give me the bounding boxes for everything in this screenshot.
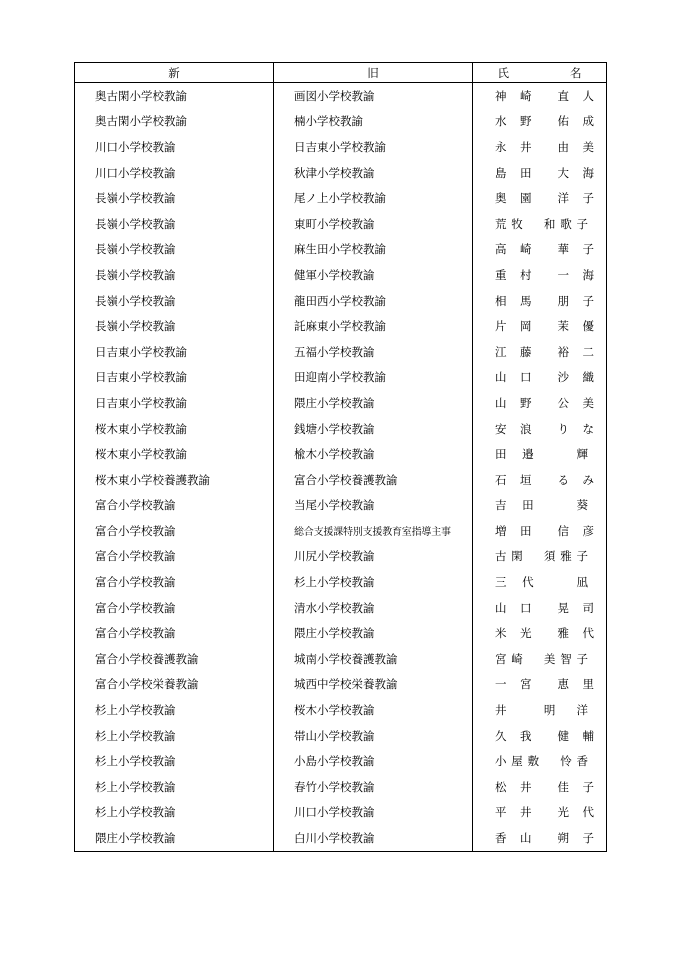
header-name xyxy=(473,63,607,83)
new-position: 長嶺小学校教諭 xyxy=(95,216,176,231)
person-name: 山 口 晃 司 xyxy=(495,600,595,615)
old-position: 秋津小学校教諭 xyxy=(274,160,473,186)
new-position: 桜木東小学校養護教諭 xyxy=(95,472,210,487)
person-name: 奥 園 洋 子 xyxy=(495,191,595,206)
person-name: 古閑 須雅子 xyxy=(495,549,589,564)
person-name: 島 田 大 海 xyxy=(495,165,595,180)
table-row xyxy=(75,416,607,442)
table-row xyxy=(75,646,607,672)
person-name: 一 宮 恵 里 xyxy=(495,677,595,692)
new-position: 富合小学校教諭 xyxy=(95,575,176,590)
header-new: 新 xyxy=(75,63,274,83)
person-name: 安 浪 り な xyxy=(495,421,595,436)
table-row xyxy=(75,237,607,263)
table-body xyxy=(75,83,607,852)
person-name-cell xyxy=(473,544,607,570)
new-position: 日吉東小学校教諭 xyxy=(95,395,187,410)
table-row xyxy=(75,441,607,467)
table-row xyxy=(75,697,607,723)
old-position: 桜木小学校教諭 xyxy=(274,697,473,723)
person-name-cell xyxy=(473,185,607,211)
old-position: 隈庄小学校教諭 xyxy=(274,620,473,646)
person-name-cell xyxy=(473,83,607,109)
person-name: 米 光 雅 代 xyxy=(495,626,595,641)
old-position: 帯山小学校教諭 xyxy=(274,723,473,749)
old-position: 五福小学校教諭 xyxy=(274,339,473,365)
old-position: 田迎南小学校教諭 xyxy=(274,365,473,391)
table-row xyxy=(75,390,607,416)
new-position: 富合小学校教諭 xyxy=(95,498,176,513)
person-name: 荒牧 和歌子 xyxy=(495,216,589,231)
person-name: 片 岡 茉 優 xyxy=(495,319,595,334)
old-position: 城南小学校養護教諭 xyxy=(274,646,473,672)
table-row xyxy=(75,672,607,698)
old-position: 小島小学校教諭 xyxy=(274,748,473,774)
person-name-cell xyxy=(473,774,607,800)
table-row xyxy=(75,518,607,544)
person-name-cell xyxy=(473,595,607,621)
new-position: 富合小学校養護教諭 xyxy=(95,651,199,666)
table-row xyxy=(75,288,607,314)
person-name: 田 邉 輝 xyxy=(495,447,589,462)
table-row xyxy=(75,723,607,749)
person-name-cell xyxy=(473,134,607,160)
person-name: 重 村 一 海 xyxy=(495,267,595,282)
table-row xyxy=(75,160,607,186)
person-name-cell xyxy=(473,262,607,288)
person-name: 山 野 公 美 xyxy=(495,395,595,410)
old-position: 川口小学校教諭 xyxy=(274,800,473,826)
person-name-cell xyxy=(473,493,607,519)
new-position: 杉上小学校教諭 xyxy=(95,805,176,820)
old-position: 隈庄小学校教諭 xyxy=(274,390,473,416)
new-position: 長嶺小学校教諭 xyxy=(95,242,176,257)
person-name-cell xyxy=(473,646,607,672)
table-row xyxy=(75,774,607,800)
old-position: 楡木小学校教諭 xyxy=(274,441,473,467)
person-name: 三 代 凪 xyxy=(495,575,589,590)
person-name-cell xyxy=(473,748,607,774)
person-name-cell xyxy=(473,365,607,391)
person-name-cell xyxy=(473,518,607,544)
table-row xyxy=(75,211,607,237)
person-name: 高 崎 華 子 xyxy=(495,242,595,257)
personnel-table xyxy=(74,62,607,852)
person-name: 井 明 洋 xyxy=(495,703,589,718)
new-position: 富合小学校教諭 xyxy=(95,600,176,615)
new-position: 桜木東小学校教諭 xyxy=(95,421,187,436)
table-row xyxy=(75,134,607,160)
new-position: 日吉東小学校教諭 xyxy=(95,370,187,385)
new-position: 日吉東小学校教諭 xyxy=(95,344,187,359)
old-position: 川尻小学校教諭 xyxy=(274,544,473,570)
person-name-cell xyxy=(473,569,607,595)
person-name-cell xyxy=(473,390,607,416)
table-row xyxy=(75,544,607,570)
old-position: 日吉東小学校教諭 xyxy=(274,134,473,160)
old-position: 龍田西小学校教諭 xyxy=(274,288,473,314)
person-name: 平 井 光 代 xyxy=(495,805,595,820)
new-position: 奥古閑小学校教諭 xyxy=(95,88,187,103)
person-name-cell xyxy=(473,160,607,186)
person-name-cell xyxy=(473,416,607,442)
new-position: 川口小学校教諭 xyxy=(95,139,176,154)
old-position: 杉上小学校教諭 xyxy=(274,569,473,595)
new-position: 長嶺小学校教諭 xyxy=(95,319,176,334)
table-row xyxy=(75,467,607,493)
new-position: 富合小学校教諭 xyxy=(95,523,176,538)
person-name: 水 野 佑 成 xyxy=(495,114,595,129)
new-position: 富合小学校教諭 xyxy=(95,626,176,641)
old-position: 富合小学校養護教諭 xyxy=(274,467,473,493)
new-position: 富合小学校栄養教諭 xyxy=(95,677,199,692)
new-position: 富合小学校教諭 xyxy=(95,549,176,564)
person-name-cell xyxy=(473,620,607,646)
table-row xyxy=(75,185,607,211)
person-name-cell xyxy=(473,237,607,263)
person-name-cell xyxy=(473,109,607,135)
table-row xyxy=(75,109,607,135)
old-position: 当尾小学校教諭 xyxy=(274,493,473,519)
person-name-cell xyxy=(473,313,607,339)
old-position: 麻生田小学校教諭 xyxy=(274,237,473,263)
new-position: 川口小学校教諭 xyxy=(95,165,176,180)
table-row xyxy=(75,493,607,519)
table-row xyxy=(75,569,607,595)
person-name-cell xyxy=(473,672,607,698)
person-name: 山 口 沙 織 xyxy=(495,370,595,385)
new-position: 杉上小学校教諭 xyxy=(95,728,176,743)
person-name: 松 井 佳 子 xyxy=(495,779,595,794)
person-name-cell xyxy=(473,467,607,493)
person-name: 小屋敷 怜香 xyxy=(495,754,589,769)
header-row xyxy=(75,63,607,83)
person-name: 増 田 信 彦 xyxy=(495,523,595,538)
old-position: 健軍小学校教諭 xyxy=(274,262,473,288)
old-position: 春竹小学校教諭 xyxy=(274,774,473,800)
old-position: 白川小学校教諭 xyxy=(274,825,473,851)
old-position: 尾ノ上小学校教諭 xyxy=(274,185,473,211)
person-name-cell xyxy=(473,288,607,314)
person-name: 宮崎 美智子 xyxy=(495,651,589,666)
person-name-cell xyxy=(473,697,607,723)
table-row xyxy=(75,262,607,288)
personnel-table-container xyxy=(74,62,606,852)
person-name: 江 藤 裕 二 xyxy=(495,344,595,359)
table-row xyxy=(75,339,607,365)
old-position: 託麻東小学校教諭 xyxy=(274,313,473,339)
header-old: 旧 xyxy=(274,63,473,83)
new-position: 杉上小学校教諭 xyxy=(95,754,176,769)
table-row xyxy=(75,83,607,109)
person-name-cell xyxy=(473,339,607,365)
new-position: 長嶺小学校教諭 xyxy=(95,267,176,282)
new-position: 杉上小学校教諭 xyxy=(95,779,176,794)
new-position: 杉上小学校教諭 xyxy=(95,703,176,718)
new-position: 桜木東小学校教諭 xyxy=(95,447,187,462)
person-name: 神 崎 直 人 xyxy=(495,88,595,103)
header-name-label: 氏 名 xyxy=(497,65,582,80)
person-name: 相 馬 朋 子 xyxy=(495,293,595,308)
new-position: 隈庄小学校教諭 xyxy=(95,831,176,846)
person-name: 永 井 由 美 xyxy=(495,139,595,154)
person-name: 吉 田 葵 xyxy=(495,498,589,513)
person-name-cell xyxy=(473,441,607,467)
new-position: 長嶺小学校教諭 xyxy=(95,293,176,308)
old-position: 画図小学校教諭 xyxy=(274,83,473,109)
person-name: 香 山 朔 子 xyxy=(495,831,595,846)
old-position: 東町小学校教諭 xyxy=(274,211,473,237)
table-row xyxy=(75,620,607,646)
person-name-cell xyxy=(473,211,607,237)
old-position: 銭塘小学校教諭 xyxy=(274,416,473,442)
person-name: 久 我 健 輔 xyxy=(495,728,595,743)
person-name-cell xyxy=(473,723,607,749)
person-name: 石 垣 る み xyxy=(495,472,595,487)
table-row xyxy=(75,365,607,391)
new-position: 奥古閑小学校教諭 xyxy=(95,114,187,129)
table-row xyxy=(75,313,607,339)
person-name-cell xyxy=(473,800,607,826)
table-row xyxy=(75,825,607,851)
old-position: 城西中学校栄養教諭 xyxy=(274,672,473,698)
table-row xyxy=(75,800,607,826)
new-position: 長嶺小学校教諭 xyxy=(95,191,176,206)
table-row xyxy=(75,748,607,774)
old-position: 楠小学校教諭 xyxy=(274,109,473,135)
table-row xyxy=(75,595,607,621)
old-position: 清水小学校教諭 xyxy=(274,595,473,621)
old-position: 総合支援課特別支援教育室指導主事 xyxy=(274,518,473,544)
person-name-cell xyxy=(473,825,607,851)
